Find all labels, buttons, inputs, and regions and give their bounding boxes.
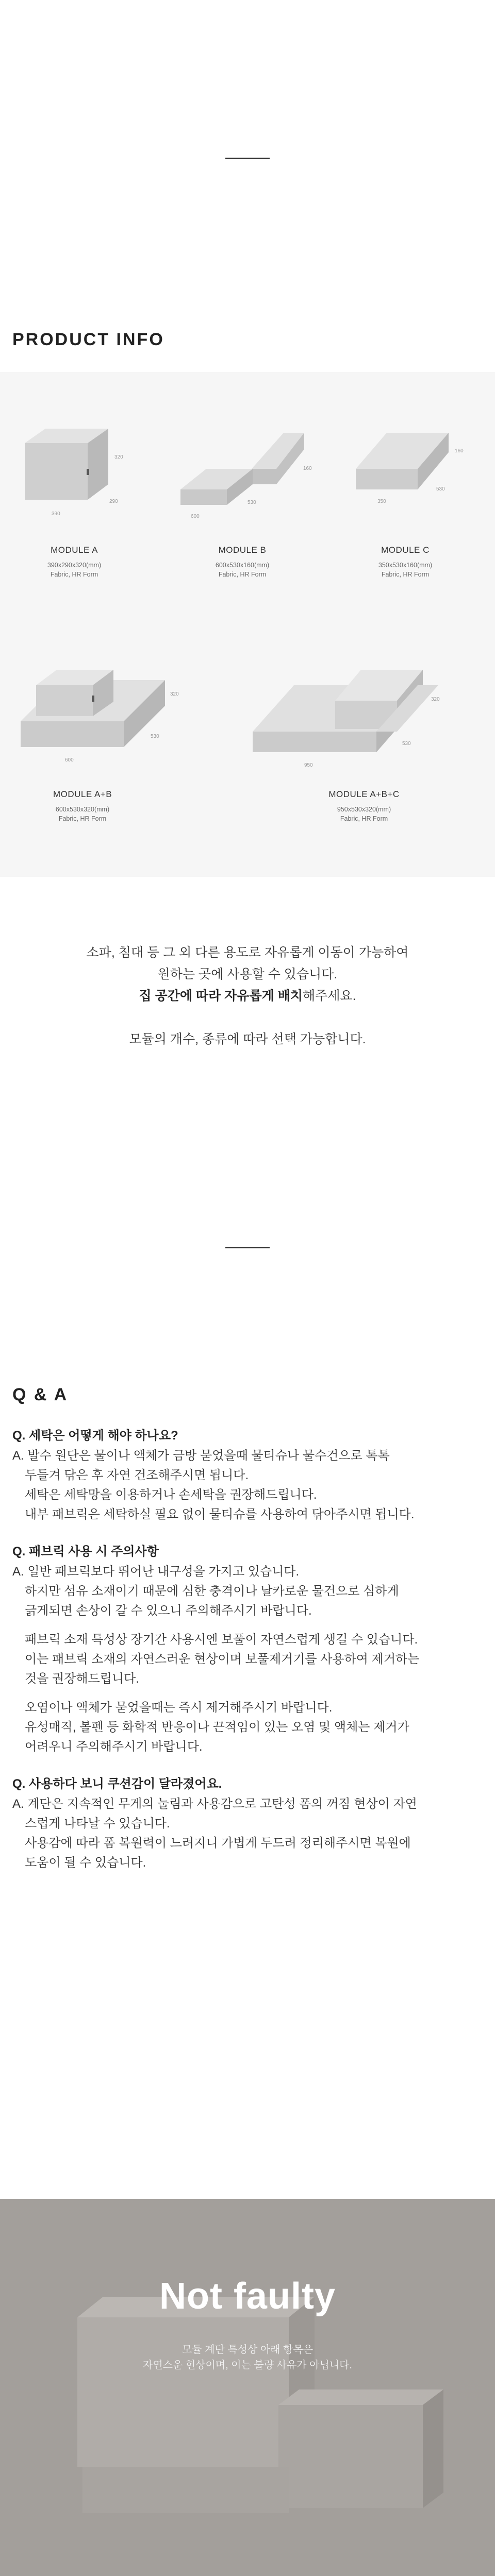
module-b-dim-depth: 530: [248, 500, 256, 505]
module-a-b-c-size: 950x530x320(mm): [337, 806, 391, 813]
q3-answer-2: 스럽게 나타날 수 있습니다.: [25, 1817, 170, 1831]
q1-answer-4: 내부 패브릭은 세탁하실 필요 없이 물티슈를 사용하여 닦아주시면 됩니다.: [25, 1507, 415, 1521]
module-b-material: Fabric, HR Form: [218, 571, 267, 578]
description-line-2: 원하는 곳에 사용할 수 있습니다.: [157, 967, 338, 981]
description-line-3: [0, 985, 495, 1007]
not-faulty-sub-1: 모듈 계단 특성상 아래 항목은: [182, 2344, 314, 2355]
middle-divider: [225, 1247, 270, 1248]
product-info-title: PRODUCT INFO: [12, 330, 164, 349]
module-a-b-name: MODULE A+B: [53, 789, 112, 799]
q3-answer-1: A. 계단은 지속적인 무게의 눌림과 사용감으로 고탄성 폼의 꺼짐 현상이 자연: [12, 1797, 417, 1811]
not-faulty-title: Not faulty: [159, 2276, 336, 2317]
module-a-b: [15, 623, 186, 845]
module-c-dim-height: 160: [455, 448, 464, 454]
module-b-illustration: [175, 412, 312, 531]
module-a-b-c: [248, 623, 474, 845]
q2-answer-6: 것을 권장해드립니다.: [25, 1672, 139, 1686]
q2-answer-4: 패브릭 소재 특성상 장기간 사용시엔 보풀이 자연스럽게 생길 수 있습니다.: [25, 1633, 418, 1647]
description-line-1: 소파, 침대 등 그 외 다른 용도로 자유롭게 이동이 가능하여: [86, 945, 409, 960]
module-a-dim-depth: 290: [109, 499, 118, 504]
q2-answer-8: 유성매직, 볼펜 등 화학적 반응이나 끈적임이 있는 오염 및 액체는 제거가: [25, 1720, 409, 1734]
module-a-b-dim-depth: 530: [151, 734, 159, 739]
q1-question: Q. 세탁은 어떻게 해야 하나요?: [12, 1429, 178, 1443]
q3-question: Q. 사용하다 보니 쿠션감이 달라졌어요.: [12, 1777, 222, 1791]
q1-answer-1: A. 발수 원단은 물이나 액체가 금방 묻었을때 물티슈나 물수건으로 톡톡: [12, 1449, 390, 1463]
module-b-size: 600x530x160(mm): [215, 562, 270, 569]
module-c-dim-width: 350: [377, 499, 386, 504]
module-b-dim-width: 600: [191, 514, 200, 519]
q2-answer-5: 이는 패브릭 소재의 자연스러운 현상이며 보풀제거기를 사용하여 제거하는: [25, 1652, 420, 1666]
not-faulty-sub-2: 자연스운 현상이며, 이는 불량 사유가 아닙니다.: [143, 2360, 352, 2371]
module-a-b-c-illustration: [248, 623, 474, 778]
q1-answer-3: 세탁은 세탁망을 이용하거나 손세탁을 권장해드립니다.: [25, 1488, 317, 1502]
module-a-size: 390x290x320(mm): [47, 562, 102, 569]
q3-answer-4: 도움이 될 수 있습니다.: [25, 1856, 146, 1870]
module-a-b-dim-height: 320: [170, 691, 179, 697]
module-a-name: MODULE A: [51, 545, 98, 555]
not-faulty-banner: [0, 2199, 495, 2576]
q2-question: Q. 패브릭 사용 시 주의사항: [12, 1545, 159, 1558]
module-c-size: 350x530x160(mm): [378, 562, 433, 569]
module-a-b-c-material: Fabric, HR Form: [340, 815, 388, 822]
q2-answer-2: 하지만 섬유 소재이기 때문에 심한 충격이나 날카로운 물건으로 심하게: [25, 1584, 399, 1598]
module-a-dim-width: 390: [52, 511, 60, 517]
cushion-illustration: [0, 2199, 495, 2576]
module-c-material: Fabric, HR Form: [381, 571, 430, 578]
module-a-dim-height: 320: [114, 454, 123, 460]
module-a-b-size: 600x530x320(mm): [55, 806, 110, 813]
q2-answer-9: 어려우니 주의해주시기 바랍니다.: [25, 1740, 203, 1754]
module-c: [345, 412, 480, 603]
module-c-name: MODULE C: [381, 545, 430, 555]
module-a-b-material: Fabric, HR Form: [58, 815, 107, 822]
qa-title: Q & A: [12, 1385, 69, 1404]
top-divider: [225, 158, 270, 159]
description: [0, 942, 495, 1050]
module-b-name: MODULE B: [218, 545, 267, 555]
q1-answer-2: 두들겨 닦은 후 자연 건조해주시면 됩니다.: [25, 1468, 249, 1482]
module-a-b-c-dim-width: 950: [304, 762, 313, 768]
module-a-b-illustration: [15, 623, 186, 778]
module-c-illustration: [345, 412, 480, 531]
module-a: [10, 412, 144, 603]
q2-answer-7: 오염이나 액체가 묻었을때는 즉시 제거해주시기 바랍니다.: [25, 1701, 333, 1715]
q3-answer-3: 사용감에 따라 폼 복원력이 느려지니 가볍게 두드려 정리해주시면 복원에: [25, 1836, 411, 1850]
description-line-3-rest: 해주세요.: [303, 989, 356, 1003]
q2-answer-1: A. 일반 패브릭보다 뛰어난 내구성을 가지고 있습니다.: [12, 1565, 300, 1579]
module-c-dim-depth: 530: [436, 486, 445, 492]
q2-answer-3: 긁게되면 손상이 갈 수 있으니 주의해주시기 바랍니다.: [25, 1604, 312, 1618]
module-a-illustration: [10, 412, 144, 531]
description-bold: 집 공간에 따라 자유롭게 배치: [139, 989, 303, 1003]
module-a-b-c-dim-depth: 530: [402, 741, 411, 747]
module-b: [175, 412, 312, 603]
module-a-b-c-dim-height: 320: [431, 697, 440, 702]
module-a-b-c-name: MODULE A+B+C: [328, 789, 400, 799]
module-b-dim-height: 160: [303, 466, 312, 471]
qa-section: [12, 1425, 487, 1873]
module-a-b-dim-width: 600: [65, 757, 74, 763]
module-a-material: Fabric, HR Form: [50, 571, 98, 578]
description-line-4: 모듈의 개수, 종류에 따라 선택 가능합니다.: [129, 1032, 366, 1046]
